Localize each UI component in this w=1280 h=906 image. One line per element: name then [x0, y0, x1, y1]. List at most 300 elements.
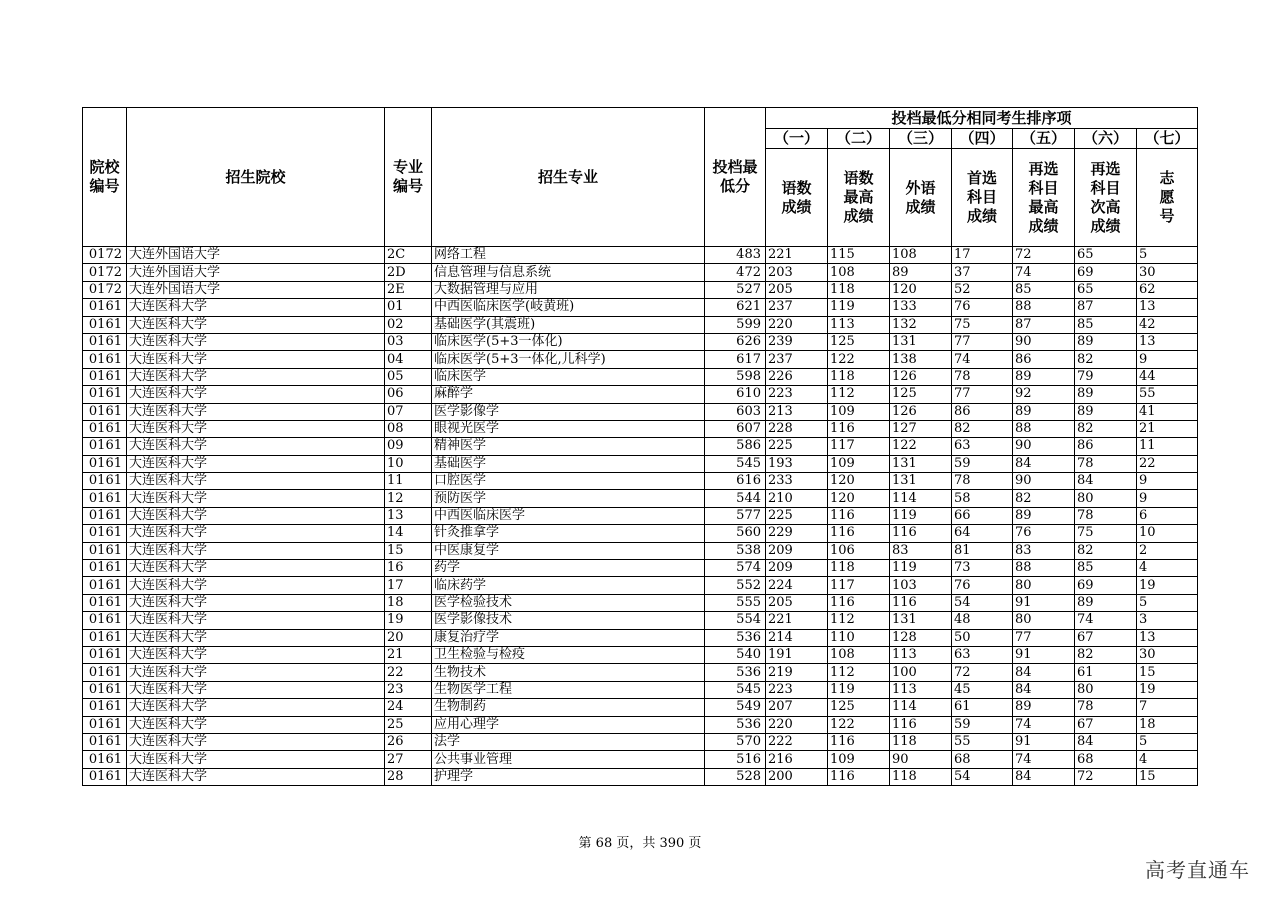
- cell-chinese-math: 220: [766, 316, 828, 333]
- cell-chinese-math-max: 122: [828, 716, 890, 733]
- cell-chinese-math: 223: [766, 681, 828, 698]
- table-row: [83, 386, 1198, 403]
- header-order-6: （六）: [1075, 129, 1137, 149]
- cell-chinese-math: 224: [766, 577, 828, 594]
- cell-preference-no: 30: [1137, 646, 1198, 663]
- cell-min-score: 552: [705, 577, 766, 594]
- cell-school-name: 大连医科大学: [127, 699, 385, 716]
- cell-first-subject: 81: [952, 542, 1013, 559]
- cell-elective-max: 85: [1013, 281, 1075, 298]
- cell-preference-no: 42: [1137, 316, 1198, 333]
- cell-major-name: 中西医临床医学(岐黄班): [432, 299, 705, 316]
- cell-major-code: 04: [385, 351, 432, 368]
- cell-foreign-lang: 132: [890, 316, 952, 333]
- cell-school-name: 大连医科大学: [127, 316, 385, 333]
- cell-min-score: 538: [705, 542, 766, 559]
- cell-elective-max: 90: [1013, 333, 1075, 350]
- table-row: [83, 351, 1198, 368]
- cell-min-score: 528: [705, 768, 766, 785]
- cell-chinese-math-max: 118: [828, 281, 890, 298]
- cell-elective-max: 84: [1013, 681, 1075, 698]
- cell-first-subject: 52: [952, 281, 1013, 298]
- cell-school-code: 0161: [83, 612, 127, 629]
- cell-min-score: 483: [705, 247, 766, 264]
- cell-major-name: 应用心理学: [432, 716, 705, 733]
- cell-chinese-math-max: 115: [828, 247, 890, 264]
- cell-preference-no: 10: [1137, 525, 1198, 542]
- cell-first-subject: 77: [952, 333, 1013, 350]
- cell-min-score: 626: [705, 333, 766, 350]
- cell-chinese-math: 228: [766, 420, 828, 437]
- cell-major-code: 09: [385, 438, 432, 455]
- cell-chinese-math-max: 109: [828, 751, 890, 768]
- cell-foreign-lang: 131: [890, 473, 952, 490]
- cell-foreign-lang: 114: [890, 490, 952, 507]
- cell-min-score: 607: [705, 420, 766, 437]
- cell-min-score: 540: [705, 646, 766, 663]
- cell-elective-max: 89: [1013, 699, 1075, 716]
- cell-chinese-math: 239: [766, 333, 828, 350]
- cell-major-name: 临床医学(5+3一体化): [432, 333, 705, 350]
- cell-foreign-lang: 126: [890, 403, 952, 420]
- cell-chinese-math: 223: [766, 386, 828, 403]
- cell-major-code: 20: [385, 629, 432, 646]
- table-row: [83, 299, 1198, 316]
- cell-chinese-math-max: 119: [828, 681, 890, 698]
- table-row: [83, 420, 1198, 437]
- cell-preference-no: 9: [1137, 490, 1198, 507]
- cell-school-code: 0161: [83, 733, 127, 750]
- cell-major-name: 康复治疗学: [432, 629, 705, 646]
- cell-preference-no: 19: [1137, 577, 1198, 594]
- cell-major-name: 中医康复学: [432, 542, 705, 559]
- cell-first-subject: 50: [952, 629, 1013, 646]
- cell-chinese-math: 226: [766, 368, 828, 385]
- cell-elective-second: 65: [1075, 247, 1137, 264]
- cell-first-subject: 59: [952, 455, 1013, 472]
- cell-elective-max: 74: [1013, 264, 1075, 281]
- table-row: [83, 594, 1198, 611]
- cell-school-code: 0172: [83, 247, 127, 264]
- cell-major-code: 15: [385, 542, 432, 559]
- cell-school-name: 大连医科大学: [127, 751, 385, 768]
- cell-major-name: 基础医学: [432, 455, 705, 472]
- cell-school-code: 0161: [83, 507, 127, 524]
- table-row: [83, 612, 1198, 629]
- cell-school-name: 大连医科大学: [127, 351, 385, 368]
- cell-elective-max: 74: [1013, 716, 1075, 733]
- cell-school-name: 大连医科大学: [127, 612, 385, 629]
- cell-school-code: 0161: [83, 751, 127, 768]
- cell-elective-second: 80: [1075, 681, 1137, 698]
- header-major-name: 招生专业: [432, 108, 705, 247]
- cell-foreign-lang: 118: [890, 733, 952, 750]
- cell-chinese-math-max: 110: [828, 629, 890, 646]
- watermark: 高考直通车: [1145, 858, 1250, 882]
- cell-min-score: 616: [705, 473, 766, 490]
- cell-chinese-math: 225: [766, 507, 828, 524]
- header-order-1: （一）: [766, 129, 828, 149]
- cell-elective-max: 72: [1013, 247, 1075, 264]
- cell-preference-no: 44: [1137, 368, 1198, 385]
- cell-major-name: 网络工程: [432, 247, 705, 264]
- cell-major-code: 26: [385, 733, 432, 750]
- cell-min-score: 577: [705, 507, 766, 524]
- cell-first-subject: 64: [952, 525, 1013, 542]
- cell-major-code: 2C: [385, 247, 432, 264]
- cell-school-name: 大连医科大学: [127, 473, 385, 490]
- cell-elective-second: 74: [1075, 612, 1137, 629]
- cell-first-subject: 61: [952, 699, 1013, 716]
- cell-school-code: 0161: [83, 351, 127, 368]
- cell-preference-no: 22: [1137, 455, 1198, 472]
- cell-school-code: 0161: [83, 681, 127, 698]
- cell-major-name: 临床医学(5+3一体化,儿科学): [432, 351, 705, 368]
- cell-preference-no: 15: [1137, 664, 1198, 681]
- cell-major-name: 大数据管理与应用: [432, 281, 705, 298]
- cell-school-code: 0161: [83, 768, 127, 785]
- table-row: [83, 438, 1198, 455]
- cell-elective-max: 91: [1013, 646, 1075, 663]
- table-row: [83, 455, 1198, 472]
- cell-major-code: 23: [385, 681, 432, 698]
- cell-elective-max: 86: [1013, 351, 1075, 368]
- cell-min-score: 554: [705, 612, 766, 629]
- cell-school-name: 大连医科大学: [127, 646, 385, 663]
- cell-first-subject: 63: [952, 438, 1013, 455]
- cell-school-name: 大连医科大学: [127, 299, 385, 316]
- cell-school-code: 0161: [83, 299, 127, 316]
- cell-elective-second: 84: [1075, 473, 1137, 490]
- cell-elective-second: 82: [1075, 351, 1137, 368]
- cell-major-code: 25: [385, 716, 432, 733]
- cell-chinese-math-max: 106: [828, 542, 890, 559]
- cell-chinese-math: 209: [766, 542, 828, 559]
- header-school-name: 招生院校: [127, 108, 385, 247]
- cell-first-subject: 72: [952, 664, 1013, 681]
- cell-school-name: 大连医科大学: [127, 403, 385, 420]
- cell-school-code: 0161: [83, 577, 127, 594]
- cell-major-name: 医学影像学: [432, 403, 705, 420]
- cell-school-code: 0161: [83, 333, 127, 350]
- cell-chinese-math-max: 108: [828, 264, 890, 281]
- table-row: [83, 768, 1198, 785]
- cell-major-name: 针灸推拿学: [432, 525, 705, 542]
- header-sub-6: 再选科目次高成绩: [1075, 149, 1137, 247]
- cell-first-subject: 45: [952, 681, 1013, 698]
- cell-min-score: 598: [705, 368, 766, 385]
- cell-chinese-math-max: 112: [828, 386, 890, 403]
- cell-elective-second: 89: [1075, 333, 1137, 350]
- cell-chinese-math: 205: [766, 594, 828, 611]
- cell-school-code: 0161: [83, 646, 127, 663]
- cell-major-name: 精神医学: [432, 438, 705, 455]
- header-sub-5: 再选科目最高成绩: [1013, 149, 1075, 247]
- cell-elective-second: 87: [1075, 299, 1137, 316]
- header-sub-2: 语数最高成绩: [828, 149, 890, 247]
- cell-min-score: 555: [705, 594, 766, 611]
- cell-first-subject: 58: [952, 490, 1013, 507]
- table-row: [83, 403, 1198, 420]
- cell-major-code: 2E: [385, 281, 432, 298]
- cell-foreign-lang: 118: [890, 768, 952, 785]
- cell-preference-no: 62: [1137, 281, 1198, 298]
- table-row: [83, 699, 1198, 716]
- cell-foreign-lang: 119: [890, 560, 952, 577]
- table-row: [83, 507, 1198, 524]
- cell-first-subject: 77: [952, 386, 1013, 403]
- cell-preference-no: 5: [1137, 247, 1198, 264]
- cell-major-code: 14: [385, 525, 432, 542]
- cell-foreign-lang: 116: [890, 594, 952, 611]
- cell-major-name: 预防医学: [432, 490, 705, 507]
- cell-elective-second: 85: [1075, 316, 1137, 333]
- cell-preference-no: 3: [1137, 612, 1198, 629]
- cell-preference-no: 13: [1137, 299, 1198, 316]
- header-group-title: 投档最低分相同考生排序项: [766, 108, 1198, 129]
- cell-min-score: 603: [705, 403, 766, 420]
- admission-score-table: [82, 107, 1198, 786]
- cell-major-code: 2D: [385, 264, 432, 281]
- cell-school-name: 大连医科大学: [127, 629, 385, 646]
- cell-chinese-math-max: 108: [828, 646, 890, 663]
- cell-min-score: 527: [705, 281, 766, 298]
- cell-first-subject: 78: [952, 473, 1013, 490]
- cell-chinese-math: 216: [766, 751, 828, 768]
- cell-chinese-math: 203: [766, 264, 828, 281]
- cell-chinese-math: 200: [766, 768, 828, 785]
- cell-first-subject: 82: [952, 420, 1013, 437]
- cell-foreign-lang: 114: [890, 699, 952, 716]
- cell-first-subject: 76: [952, 577, 1013, 594]
- cell-chinese-math-max: 112: [828, 612, 890, 629]
- cell-major-code: 07: [385, 403, 432, 420]
- cell-chinese-math: 191: [766, 646, 828, 663]
- cell-chinese-math-max: 117: [828, 438, 890, 455]
- cell-school-code: 0161: [83, 594, 127, 611]
- cell-foreign-lang: 90: [890, 751, 952, 768]
- cell-first-subject: 55: [952, 733, 1013, 750]
- cell-preference-no: 7: [1137, 699, 1198, 716]
- cell-school-code: 0161: [83, 699, 127, 716]
- cell-school-name: 大连医科大学: [127, 420, 385, 437]
- cell-elective-second: 72: [1075, 768, 1137, 785]
- cell-preference-no: 41: [1137, 403, 1198, 420]
- cell-school-name: 大连医科大学: [127, 333, 385, 350]
- table-row: [83, 646, 1198, 663]
- cell-foreign-lang: 113: [890, 646, 952, 663]
- cell-elective-second: 86: [1075, 438, 1137, 455]
- cell-first-subject: 78: [952, 368, 1013, 385]
- cell-min-score: 472: [705, 264, 766, 281]
- cell-preference-no: 9: [1137, 351, 1198, 368]
- cell-foreign-lang: 125: [890, 386, 952, 403]
- cell-chinese-math-max: 116: [828, 507, 890, 524]
- cell-major-name: 口腔医学: [432, 473, 705, 490]
- cell-elective-second: 78: [1075, 455, 1137, 472]
- cell-major-code: 21: [385, 646, 432, 663]
- cell-first-subject: 48: [952, 612, 1013, 629]
- cell-major-code: 16: [385, 560, 432, 577]
- cell-elective-second: 85: [1075, 560, 1137, 577]
- cell-school-code: 0161: [83, 368, 127, 385]
- cell-elective-max: 90: [1013, 473, 1075, 490]
- cell-elective-max: 80: [1013, 577, 1075, 594]
- cell-major-name: 临床医学: [432, 368, 705, 385]
- cell-foreign-lang: 138: [890, 351, 952, 368]
- cell-chinese-math-max: 109: [828, 455, 890, 472]
- cell-major-name: 医学检验技术: [432, 594, 705, 611]
- cell-school-code: 0161: [83, 629, 127, 646]
- cell-preference-no: 55: [1137, 386, 1198, 403]
- table-row: [83, 525, 1198, 542]
- table-row: [83, 681, 1198, 698]
- cell-min-score: 599: [705, 316, 766, 333]
- cell-major-name: 信息管理与信息系统: [432, 264, 705, 281]
- cell-major-code: 03: [385, 333, 432, 350]
- cell-major-code: 28: [385, 768, 432, 785]
- cell-elective-max: 83: [1013, 542, 1075, 559]
- cell-foreign-lang: 119: [890, 507, 952, 524]
- cell-major-name: 眼视光医学: [432, 420, 705, 437]
- cell-elective-max: 92: [1013, 386, 1075, 403]
- cell-foreign-lang: 103: [890, 577, 952, 594]
- cell-min-score: 621: [705, 299, 766, 316]
- cell-elective-max: 91: [1013, 594, 1075, 611]
- table-row: [83, 560, 1198, 577]
- table-row: [83, 629, 1198, 646]
- cell-min-score: 574: [705, 560, 766, 577]
- header-order-2: （二）: [828, 129, 890, 149]
- cell-min-score: 617: [705, 351, 766, 368]
- cell-foreign-lang: 89: [890, 264, 952, 281]
- cell-major-code: 27: [385, 751, 432, 768]
- cell-major-name: 临床药学: [432, 577, 705, 594]
- cell-school-code: 0161: [83, 490, 127, 507]
- cell-major-name: 医学影像技术: [432, 612, 705, 629]
- cell-first-subject: 63: [952, 646, 1013, 663]
- cell-foreign-lang: 131: [890, 333, 952, 350]
- cell-chinese-math-max: 113: [828, 316, 890, 333]
- cell-chinese-math: 210: [766, 490, 828, 507]
- cell-elective-second: 89: [1075, 594, 1137, 611]
- table-row: [83, 368, 1198, 385]
- cell-school-code: 0172: [83, 281, 127, 298]
- cell-elective-second: 78: [1075, 507, 1137, 524]
- cell-elective-max: 91: [1013, 733, 1075, 750]
- table-row: [83, 264, 1198, 281]
- cell-chinese-math-max: 116: [828, 420, 890, 437]
- cell-major-name: 生物技术: [432, 664, 705, 681]
- cell-first-subject: 75: [952, 316, 1013, 333]
- cell-chinese-math-max: 116: [828, 594, 890, 611]
- cell-school-code: 0161: [83, 473, 127, 490]
- cell-min-score: 549: [705, 699, 766, 716]
- cell-chinese-math: 207: [766, 699, 828, 716]
- cell-first-subject: 76: [952, 299, 1013, 316]
- cell-elective-second: 89: [1075, 386, 1137, 403]
- cell-elective-second: 61: [1075, 664, 1137, 681]
- cell-school-code: 0161: [83, 403, 127, 420]
- table-row: [83, 490, 1198, 507]
- cell-first-subject: 54: [952, 768, 1013, 785]
- cell-school-name: 大连医科大学: [127, 525, 385, 542]
- cell-foreign-lang: 108: [890, 247, 952, 264]
- cell-min-score: 560: [705, 525, 766, 542]
- cell-major-code: 06: [385, 386, 432, 403]
- cell-major-code: 10: [385, 455, 432, 472]
- cell-first-subject: 37: [952, 264, 1013, 281]
- cell-first-subject: 59: [952, 716, 1013, 733]
- cell-preference-no: 19: [1137, 681, 1198, 698]
- cell-school-name: 大连医科大学: [127, 733, 385, 750]
- cell-foreign-lang: 126: [890, 368, 952, 385]
- cell-preference-no: 18: [1137, 716, 1198, 733]
- cell-major-name: 药学: [432, 560, 705, 577]
- cell-school-code: 0161: [83, 316, 127, 333]
- cell-chinese-math-max: 116: [828, 768, 890, 785]
- cell-chinese-math: 214: [766, 629, 828, 646]
- cell-major-code: 02: [385, 316, 432, 333]
- cell-preference-no: 13: [1137, 629, 1198, 646]
- cell-major-code: 01: [385, 299, 432, 316]
- cell-school-code: 0161: [83, 438, 127, 455]
- cell-school-name: 大连医科大学: [127, 716, 385, 733]
- cell-preference-no: 4: [1137, 751, 1198, 768]
- cell-first-subject: 74: [952, 351, 1013, 368]
- cell-first-subject: 17: [952, 247, 1013, 264]
- cell-major-code: 18: [385, 594, 432, 611]
- page-number: 第 68 页，共 390 页: [578, 836, 702, 851]
- cell-preference-no: 11: [1137, 438, 1198, 455]
- cell-chinese-math: 219: [766, 664, 828, 681]
- cell-elective-second: 82: [1075, 420, 1137, 437]
- cell-chinese-math-max: 119: [828, 299, 890, 316]
- cell-first-subject: 54: [952, 594, 1013, 611]
- cell-major-name: 公共事业管理: [432, 751, 705, 768]
- cell-chinese-math: 237: [766, 299, 828, 316]
- cell-elective-max: 87: [1013, 316, 1075, 333]
- cell-elective-max: 80: [1013, 612, 1075, 629]
- cell-school-code: 0161: [83, 560, 127, 577]
- cell-school-name: 大连医科大学: [127, 490, 385, 507]
- header-school-code: 院校编号: [83, 108, 127, 247]
- cell-school-name: 大连外国语大学: [127, 264, 385, 281]
- cell-min-score: 536: [705, 716, 766, 733]
- cell-chinese-math-max: 122: [828, 351, 890, 368]
- cell-foreign-lang: 100: [890, 664, 952, 681]
- cell-foreign-lang: 113: [890, 681, 952, 698]
- cell-school-name: 大连医科大学: [127, 438, 385, 455]
- cell-chinese-math: 193: [766, 455, 828, 472]
- cell-major-name: 中西医临床医学: [432, 507, 705, 524]
- cell-chinese-math: 233: [766, 473, 828, 490]
- cell-preference-no: 5: [1137, 594, 1198, 611]
- header-sub-1: 语数成绩: [766, 149, 828, 247]
- cell-min-score: 545: [705, 455, 766, 472]
- cell-major-code: 12: [385, 490, 432, 507]
- cell-elective-max: 84: [1013, 768, 1075, 785]
- header-sub-7: 志愿号: [1137, 149, 1198, 247]
- cell-school-name: 大连医科大学: [127, 507, 385, 524]
- cell-major-code: 19: [385, 612, 432, 629]
- cell-chinese-math: 222: [766, 733, 828, 750]
- cell-elective-max: 74: [1013, 751, 1075, 768]
- cell-preference-no: 4: [1137, 560, 1198, 577]
- cell-major-code: 13: [385, 507, 432, 524]
- cell-major-code: 11: [385, 473, 432, 490]
- cell-chinese-math: 237: [766, 351, 828, 368]
